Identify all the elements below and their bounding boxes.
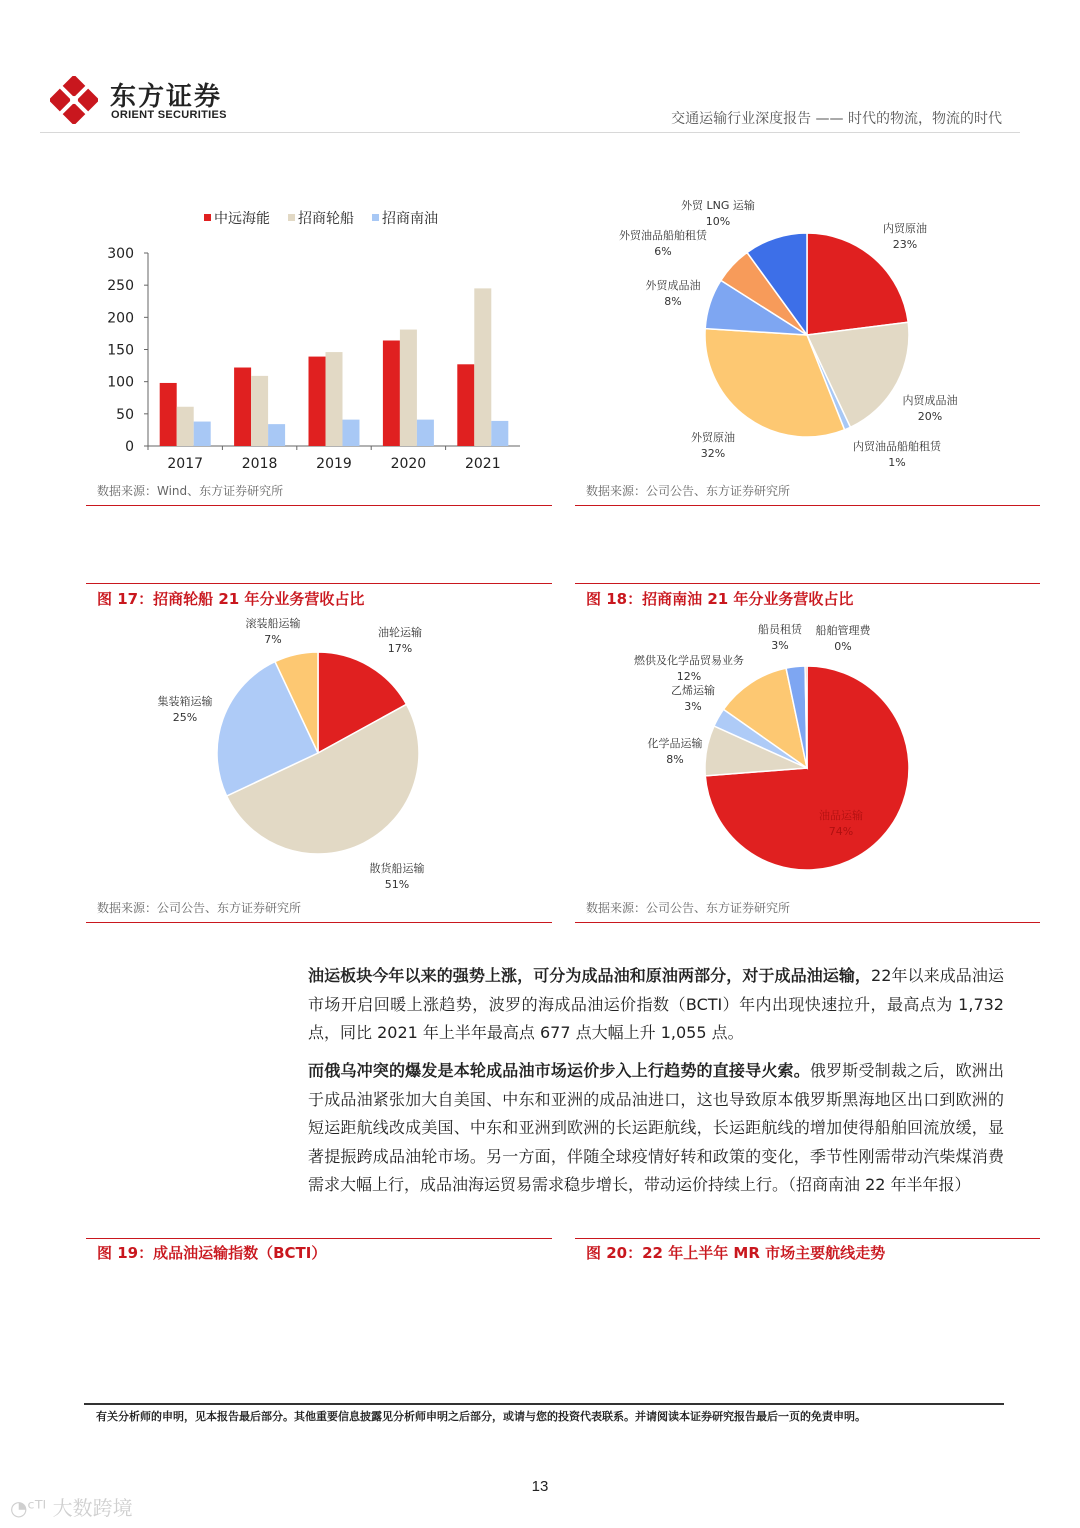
pie-chart-fig18 bbox=[575, 610, 1040, 895]
legend-label: 招商南油 bbox=[382, 211, 438, 227]
pie-value-label: 23% bbox=[892, 238, 918, 251]
watermark-text: 大数跨境 bbox=[52, 1496, 133, 1520]
y-tick-label: 0 bbox=[125, 439, 134, 455]
revenue-bar-chart bbox=[86, 200, 552, 480]
brand-logo-icon bbox=[50, 76, 98, 124]
fig18-title: 图 18：招商南油 21 年分业务营收占比 bbox=[586, 590, 854, 608]
pie-value-label: 6% bbox=[654, 245, 672, 258]
paragraph-2-text: 俄罗斯受制裁之后，欧洲出于成品油紧张加大自美国、中东和亚洲的成品油进口，这也导致原本俄罗斯黑海地区出口到欧洲的短运距航线改成美国、中东和亚洲到欧洲的长运距航线，长运距航线的增加使得船舶回流放缓，显著提振跨成品油轮市场。另一方面，伴随全球疫情好转和政策的变化，季节性刚需带动汽柴煤消费需求大幅上行，成品油海运贸易需求稳步增长，带动运价持续上行。（招商南油 22 年半年报） bbox=[308, 1061, 1004, 1194]
legend-swatch bbox=[372, 214, 379, 221]
pie-label: 内贸油品船舶租赁 bbox=[853, 440, 941, 453]
bar bbox=[343, 420, 360, 446]
pie-label: 内贸原油 bbox=[883, 222, 927, 235]
pie-value-label: 0% bbox=[834, 640, 852, 653]
figure-rule bbox=[575, 1238, 1040, 1239]
bar bbox=[326, 352, 343, 446]
pie-value-label: 32% bbox=[700, 447, 726, 460]
pie-label: 船员租赁 bbox=[758, 623, 802, 636]
figure-rule bbox=[86, 1238, 552, 1239]
figure-rule bbox=[86, 583, 552, 584]
pie-chart-fig17 bbox=[86, 610, 552, 895]
pie-value-label: 51% bbox=[384, 878, 410, 891]
legend-swatch bbox=[204, 214, 211, 221]
pie-label: 外贸原油 bbox=[691, 431, 735, 444]
pie-label: 船舶管理费 bbox=[815, 624, 871, 637]
pie-label: 燃供及化学品贸易业务 bbox=[634, 654, 744, 667]
bar bbox=[234, 368, 251, 446]
legend-swatch bbox=[288, 214, 295, 221]
bar bbox=[383, 340, 400, 446]
paragraph-1-lead: 油运板块今年以来的强势上涨，可分为成品油和原油两部分，对于成品油运输， bbox=[308, 966, 872, 985]
fig20-title: 图 20：22 年上半年 MR 市场主要航线走势 bbox=[586, 1244, 886, 1262]
figure-rule bbox=[86, 505, 552, 506]
x-tick-label: 2017 bbox=[167, 456, 204, 472]
source-note-fig18: 数据来源：公司公告、东方证券研究所 bbox=[586, 901, 791, 915]
pie-value-label: 8% bbox=[664, 295, 682, 308]
source-note-bar: 数据来源：Wind、东方证券研究所 bbox=[97, 484, 284, 498]
bar bbox=[194, 422, 211, 446]
bar bbox=[177, 407, 194, 446]
paragraph-2-lead: 而俄乌冲突的爆发是本轮成品油市场运价步入上行趋势的直接导火索。 bbox=[308, 1061, 810, 1080]
watermark bbox=[10, 1492, 133, 1521]
pie-label: 内贸成品油 bbox=[902, 394, 958, 407]
pie-label: 乙烯运输 bbox=[671, 684, 715, 697]
y-tick-label: 200 bbox=[107, 310, 134, 327]
paragraph-1 bbox=[308, 962, 1004, 1048]
y-tick-label: 150 bbox=[107, 342, 134, 359]
footer-divider bbox=[84, 1403, 1004, 1405]
legend-label: 中远海能 bbox=[214, 211, 270, 227]
pie-value-label: 3% bbox=[684, 700, 702, 713]
fig19-title: 图 19：成品油运输指数（BCTI） bbox=[97, 1244, 327, 1262]
disclaimer: 有关分析师的申明，见本报告最后部分。其他重要信息披露见分析师申明之后部分，或请与您的投资代表联系。并请阅读本证券研究报告最后一页的免责申明。 bbox=[96, 1410, 866, 1423]
bar bbox=[251, 376, 268, 446]
pie-value-label: 17% bbox=[387, 642, 413, 655]
paragraph-1-text: 22年以来成品油运市场开启回暖上涨趋势，波罗的海成品油运价指数（BCTI）年内出现快速拉升，最高点为 1,732 点，同比 2021 年上半年最高点 677 点大幅上升 1,055 点。 bbox=[308, 966, 1004, 1042]
y-tick-label: 300 bbox=[107, 246, 134, 262]
pie-label: 油轮运输 bbox=[378, 626, 422, 639]
pie-chart-business-mix bbox=[575, 190, 1040, 480]
bar bbox=[268, 424, 285, 446]
bar bbox=[160, 383, 177, 446]
header-divider bbox=[40, 132, 1020, 133]
report-title: 交通运输行业深度报告 —— 时代的物流，物流的时代 bbox=[671, 111, 1002, 127]
paragraph-2 bbox=[308, 1057, 1004, 1200]
bar bbox=[400, 330, 417, 446]
x-tick-label: 2018 bbox=[241, 456, 278, 472]
bar bbox=[491, 421, 508, 446]
pie-value-label: 25% bbox=[172, 711, 198, 724]
legend-label: 招商轮船 bbox=[298, 211, 354, 227]
figure-rule bbox=[575, 922, 1040, 923]
pie-value-label: 20% bbox=[917, 410, 943, 423]
pie-value-label: 7% bbox=[264, 633, 282, 646]
pie-value-label: 74% bbox=[828, 825, 854, 838]
pie-value-label: 10% bbox=[705, 215, 731, 228]
fig17-title: 图 17：招商轮船 21 年分业务营收占比 bbox=[97, 590, 365, 608]
watermark-logo-icon: ◔ᶜᵀᴵ bbox=[10, 1496, 53, 1520]
x-tick-label: 2020 bbox=[390, 456, 427, 472]
brand-name-cn: 东方证券 bbox=[110, 82, 223, 112]
source-note-pie-top: 数据来源：公司公告、东方证券研究所 bbox=[586, 484, 791, 498]
pie-label: 集装箱运输 bbox=[157, 695, 213, 708]
y-tick-label: 250 bbox=[107, 278, 134, 295]
pie-label: 外贸油品船舶租赁 bbox=[619, 229, 707, 242]
pie-label: 滚装船运输 bbox=[245, 617, 301, 630]
y-tick-label: 50 bbox=[116, 406, 134, 423]
pie-value-label: 3% bbox=[771, 639, 789, 652]
x-tick-label: 2021 bbox=[464, 456, 501, 472]
pie-label: 油品运输 bbox=[819, 809, 863, 822]
figure-rule bbox=[575, 505, 1040, 506]
bar bbox=[474, 288, 491, 446]
page-number: 13 bbox=[531, 1478, 549, 1495]
x-tick-label: 2019 bbox=[316, 456, 352, 472]
pie-label: 外贸 LNG 运输 bbox=[681, 199, 755, 212]
figure-rule bbox=[86, 922, 552, 923]
figure-rule bbox=[575, 583, 1040, 584]
y-tick-label: 100 bbox=[107, 374, 134, 391]
source-note-fig17: 数据来源：公司公告、东方证券研究所 bbox=[97, 901, 302, 915]
pie-value-label: 1% bbox=[888, 456, 906, 469]
pie-value-label: 8% bbox=[666, 753, 684, 766]
pie-value-label: 12% bbox=[676, 670, 702, 683]
bar bbox=[457, 364, 474, 446]
bar bbox=[309, 357, 326, 446]
bar bbox=[417, 420, 434, 446]
brand-name-en: ORIENT SECURITIES bbox=[111, 109, 227, 121]
pie-label: 散货船运输 bbox=[369, 862, 425, 875]
pie-label: 化学品运输 bbox=[647, 737, 703, 750]
pie-label: 外贸成品油 bbox=[645, 279, 701, 292]
